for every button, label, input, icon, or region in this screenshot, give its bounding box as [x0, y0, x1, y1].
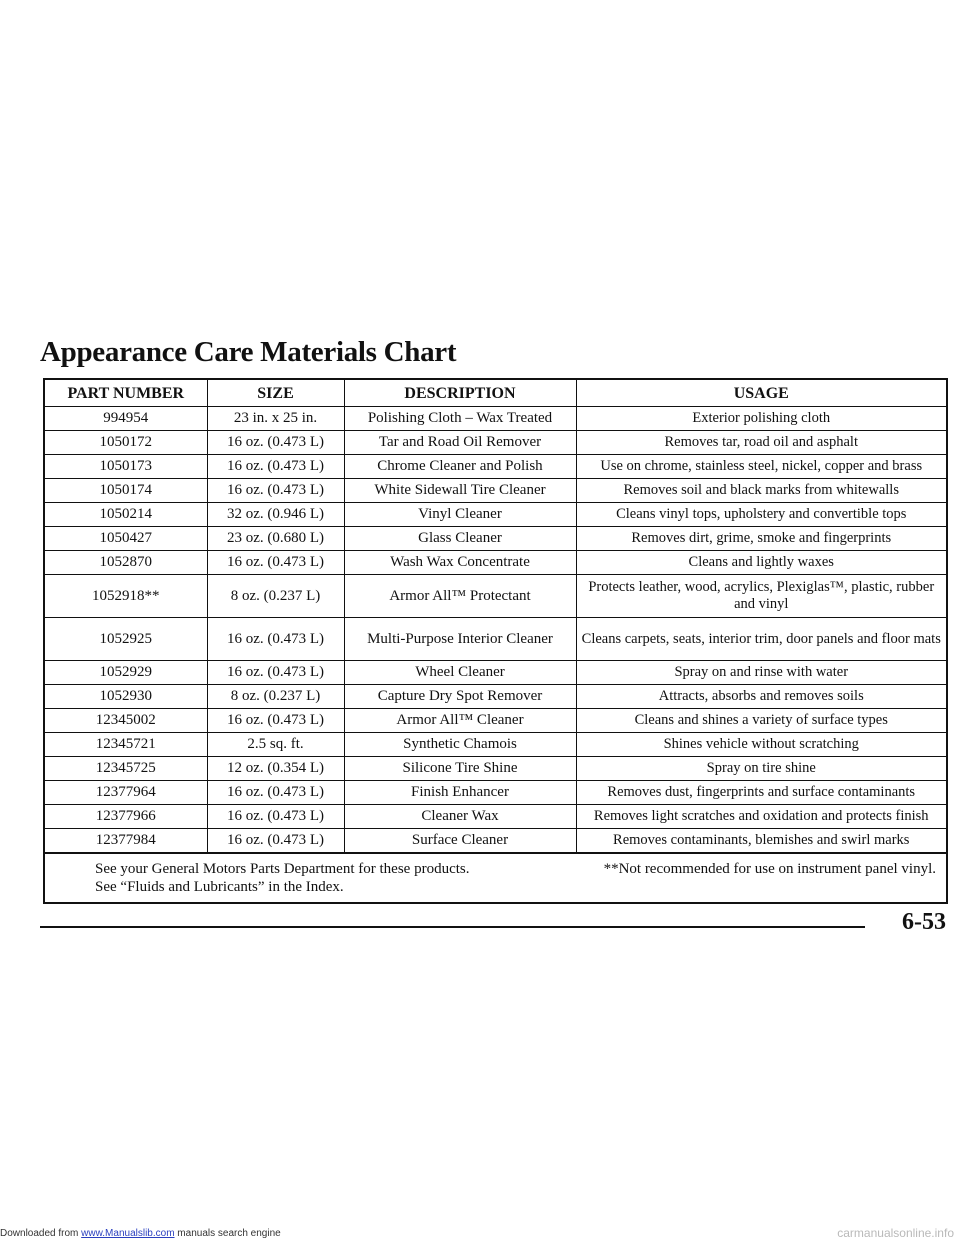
usage-cell: Spray on tire shine — [576, 757, 946, 781]
table-row — [45, 407, 946, 431]
usage-cell: Cleans carpets, seats, interior trim, door panels and floor mats — [576, 618, 946, 661]
table-row — [45, 829, 946, 853]
footer-prefix: Downloaded from — [0, 1228, 82, 1239]
table-header-row — [45, 380, 946, 407]
size-cell: 16 oz. (0.473 L) — [207, 479, 344, 503]
description-cell: Cleaner Wax — [344, 805, 576, 829]
table-row — [45, 455, 946, 479]
description-cell: Finish Enhancer — [344, 781, 576, 805]
note-fluids-index: See “Fluids and Lubricants” in the Index. — [95, 879, 344, 895]
download-footer — [0, 1228, 281, 1239]
description-cell: Armor All™ Protectant — [344, 575, 576, 618]
table-row — [45, 757, 946, 781]
usage-cell: Removes light scratches and oxidation and protects finish — [576, 805, 946, 829]
usage-cell: Protects leather, wood, acrylics, Plexiglas™, plastic, rubber and vinyl — [576, 575, 946, 618]
description-cell: Vinyl Cleaner — [344, 503, 576, 527]
footer-rule — [40, 926, 865, 928]
table-row — [45, 685, 946, 709]
table-row — [45, 551, 946, 575]
description-cell: Synthetic Chamois — [344, 733, 576, 757]
column-header-size: SIZE — [207, 380, 344, 407]
usage-cell: Exterior polishing cloth — [576, 407, 946, 431]
part-number-cell: 1050173 — [45, 455, 207, 479]
column-header-description: DESCRIPTION — [344, 380, 576, 407]
size-cell: 16 oz. (0.473 L) — [207, 551, 344, 575]
size-cell: 8 oz. (0.237 L) — [207, 575, 344, 618]
usage-cell: Removes dirt, grime, smoke and fingerprints — [576, 527, 946, 551]
table-row — [45, 479, 946, 503]
description-cell: Glass Cleaner — [344, 527, 576, 551]
table-row — [45, 709, 946, 733]
size-cell: 16 oz. (0.473 L) — [207, 455, 344, 479]
description-cell: Polishing Cloth – Wax Treated — [344, 407, 576, 431]
table-row — [45, 431, 946, 455]
size-cell: 23 in. x 25 in. — [207, 407, 344, 431]
size-cell: 32 oz. (0.946 L) — [207, 503, 344, 527]
table-row — [45, 618, 946, 661]
part-number-cell: 1052930 — [45, 685, 207, 709]
usage-cell: Removes soil and black marks from whitewalls — [576, 479, 946, 503]
description-cell: Wheel Cleaner — [344, 661, 576, 685]
part-number-cell: 1052929 — [45, 661, 207, 685]
description-cell: Surface Cleaner — [344, 829, 576, 853]
manualslib-link[interactable]: www.Manualslib.com — [81, 1228, 175, 1239]
materials-table — [45, 380, 946, 853]
size-cell: 12 oz. (0.354 L) — [207, 757, 344, 781]
usage-cell: Removes dust, fingerprints and surface contaminants — [576, 781, 946, 805]
usage-cell: Cleans vinyl tops, upholstery and convertible tops — [576, 503, 946, 527]
description-cell: Tar and Road Oil Remover — [344, 431, 576, 455]
part-number-cell: 1050427 — [45, 527, 207, 551]
note-not-recommended: **Not recommended for use on instrument panel vinyl. — [603, 861, 936, 877]
description-cell: Silicone Tire Shine — [344, 757, 576, 781]
part-number-cell: 1050174 — [45, 479, 207, 503]
usage-cell: Use on chrome, stainless steel, nickel, copper and brass — [576, 455, 946, 479]
description-cell: Multi-Purpose Interior Cleaner — [344, 618, 576, 661]
size-cell: 16 oz. (0.473 L) — [207, 431, 344, 455]
footer-suffix: manuals search engine — [174, 1228, 281, 1239]
table-row — [45, 661, 946, 685]
part-number-cell: 12377984 — [45, 829, 207, 853]
usage-cell: Spray on and rinse with water — [576, 661, 946, 685]
part-number-cell: 12377964 — [45, 781, 207, 805]
usage-cell: Shines vehicle without scratching — [576, 733, 946, 757]
table-row — [45, 503, 946, 527]
table-row — [45, 805, 946, 829]
size-cell: 16 oz. (0.473 L) — [207, 829, 344, 853]
size-cell: 2.5 sq. ft. — [207, 733, 344, 757]
size-cell: 16 oz. (0.473 L) — [207, 709, 344, 733]
watermark: carmanualsonline.info — [837, 1226, 954, 1240]
column-header-part-number: PART NUMBER — [45, 380, 207, 407]
size-cell: 8 oz. (0.237 L) — [207, 685, 344, 709]
chart-notes — [45, 853, 946, 902]
usage-cell: Removes tar, road oil and asphalt — [576, 431, 946, 455]
part-number-cell: 1050172 — [45, 431, 207, 455]
part-number-cell: 12345002 — [45, 709, 207, 733]
part-number-cell: 1052925 — [45, 618, 207, 661]
description-cell: Chrome Cleaner and Polish — [344, 455, 576, 479]
table-row — [45, 575, 946, 618]
usage-cell: Removes contaminants, blemishes and swirl marks — [576, 829, 946, 853]
table-row — [45, 733, 946, 757]
page-number: 6-53 — [902, 909, 946, 935]
part-number-cell: 12345721 — [45, 733, 207, 757]
table-row — [45, 781, 946, 805]
usage-cell: Cleans and shines a variety of surface types — [576, 709, 946, 733]
page-title: Appearance Care Materials Chart — [40, 336, 457, 368]
size-cell: 16 oz. (0.473 L) — [207, 661, 344, 685]
part-number-cell: 1052870 — [45, 551, 207, 575]
note-parts-department: See your General Motors Parts Department for these products. — [95, 861, 470, 877]
part-number-cell: 1052918** — [45, 575, 207, 618]
size-cell: 16 oz. (0.473 L) — [207, 805, 344, 829]
part-number-cell: 12345725 — [45, 757, 207, 781]
size-cell: 16 oz. (0.473 L) — [207, 781, 344, 805]
description-cell: Capture Dry Spot Remover — [344, 685, 576, 709]
size-cell: 23 oz. (0.680 L) — [207, 527, 344, 551]
table-row — [45, 527, 946, 551]
materials-chart — [43, 378, 948, 904]
description-cell: White Sidewall Tire Cleaner — [344, 479, 576, 503]
description-cell: Armor All™ Cleaner — [344, 709, 576, 733]
part-number-cell: 1050214 — [45, 503, 207, 527]
usage-cell: Cleans and lightly waxes — [576, 551, 946, 575]
part-number-cell: 994954 — [45, 407, 207, 431]
column-header-usage: USAGE — [576, 380, 946, 407]
description-cell: Wash Wax Concentrate — [344, 551, 576, 575]
part-number-cell: 12377966 — [45, 805, 207, 829]
usage-cell: Attracts, absorbs and removes soils — [576, 685, 946, 709]
size-cell: 16 oz. (0.473 L) — [207, 618, 344, 661]
